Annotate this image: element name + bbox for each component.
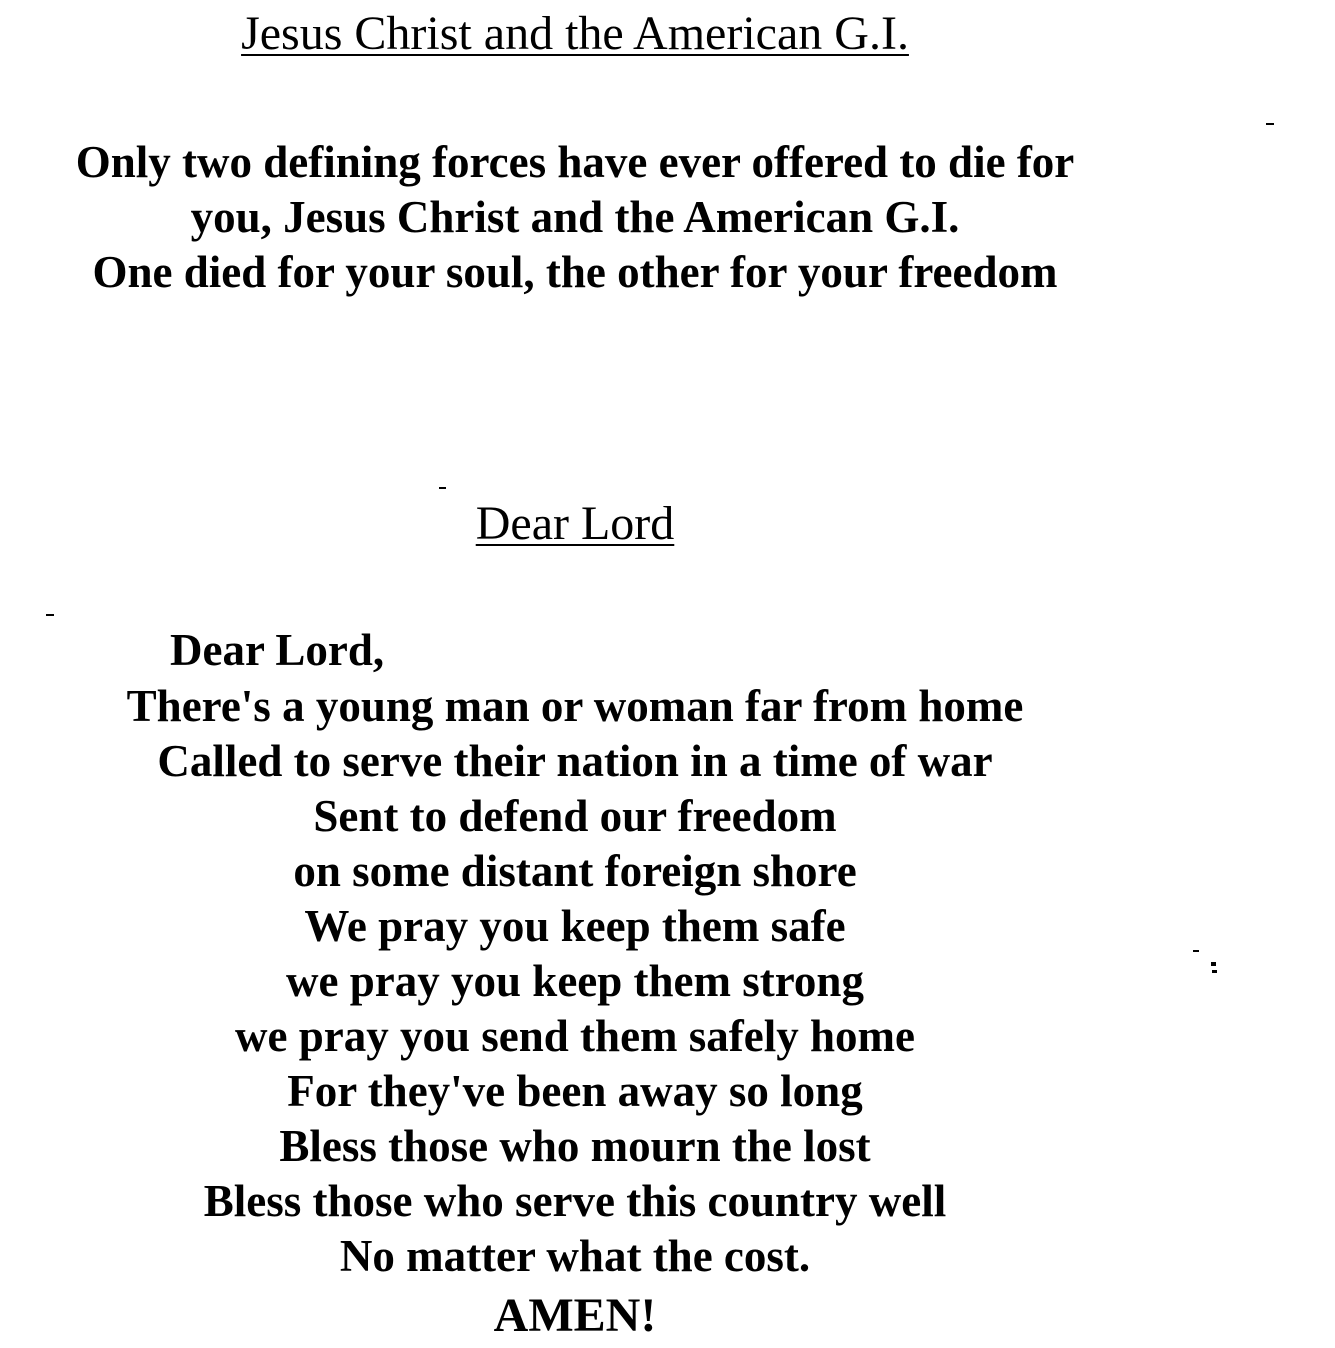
- prayer-line-1: There's a young man or woman far from home: [126, 681, 1024, 731]
- prayer-line-7: we pray you send them safely home: [235, 1011, 915, 1061]
- prayer-line-3: Sent to defend our freedom: [313, 791, 837, 841]
- prayer-line-4: on some distant foreign shore: [293, 846, 857, 896]
- prayer-closing-amen: AMEN!: [493, 1289, 657, 1342]
- intro-line-2: you, Jesus Christ and the American G.I.: [190, 192, 960, 242]
- scan-speck: [1266, 123, 1274, 125]
- scan-speck: [46, 614, 54, 616]
- scan-speck: [1212, 970, 1217, 973]
- prayer-line-9: Bless those who mourn the lost: [279, 1121, 871, 1171]
- scan-speck: [439, 487, 446, 489]
- intro-line-1: Only two defining forces have ever offered to die for: [75, 137, 1075, 187]
- prayer-line-8: For they've been away so long: [287, 1066, 863, 1116]
- prayer-line-2: Called to serve their nation in a time of war: [157, 736, 993, 786]
- prayer-salutation: Dear Lord,: [170, 625, 385, 675]
- scan-speck: [1193, 950, 1199, 952]
- prayer-line-11: No matter what the cost.: [339, 1231, 811, 1281]
- prayer-line-10: Bless those who serve this country well: [203, 1176, 947, 1226]
- title-dear-lord: Dear Lord: [475, 497, 675, 550]
- intro-line-3: One died for your soul, the other for your freedom: [92, 247, 1058, 297]
- prayer-line-6: we pray you keep them strong: [286, 956, 864, 1006]
- scan-speck: [1211, 962, 1216, 966]
- title-jesus-christ-and-the-american-gi: Jesus Christ and the American G.I.: [241, 7, 909, 60]
- prayer-line-5: We pray you keep them safe: [304, 901, 846, 951]
